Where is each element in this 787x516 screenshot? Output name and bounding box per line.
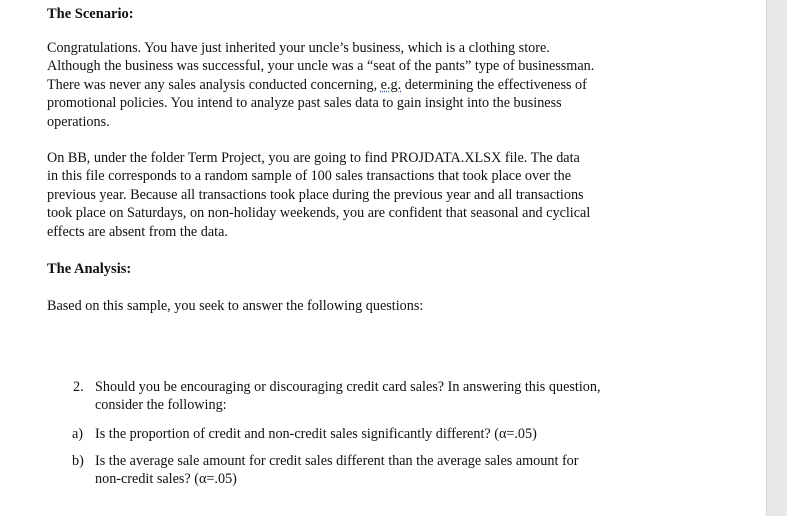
paragraph-line: in this file corresponds to a random sample of 100 sales transactions that took place over the [47, 168, 572, 185]
paragraph-line: Although the business was successful, your uncle was a “seat of the pants” type of businessman. [47, 58, 595, 75]
item-a [95, 425, 715, 443]
paragraph-line: took place on Saturdays, on non-holiday weekends, you are confident that seasonal and cyclical [47, 205, 591, 222]
item-line: Is the proportion of credit and non-credit sales significantly different? (α=.05) [95, 426, 537, 442]
analysis-heading: The Analysis: [47, 261, 132, 277]
question-number: 2. [73, 379, 84, 395]
window-gutter [766, 0, 787, 516]
paragraph-line: Congratulations. You have just inherited your uncle’s business, which is a clothing store. [47, 40, 550, 56]
paragraph-line: promotional policies. You intend to analyze past sales data to gain insight into the business [47, 95, 562, 112]
item-a-marker: a) [72, 426, 84, 442]
item-line: non-credit sales? (α=.05) [95, 471, 237, 488]
paragraph-text: determining the effectiveness of [401, 76, 587, 93]
item-line: Is the average sale amount for credit sales different than the average sales amount for [95, 453, 579, 469]
scenario-heading: The Scenario: [47, 6, 134, 22]
scenario-paragraph [47, 39, 687, 131]
eg-abbreviation: e.g. [380, 76, 402, 93]
item-b [95, 452, 715, 489]
paragraph-line: On BB, under the folder Term Project, you are going to find PROJDATA.XLSX file. The data [47, 150, 580, 166]
question-line: consider the following: [95, 397, 227, 414]
item-b-marker: b) [72, 453, 84, 469]
questions-intro: Based on this sample, you seek to answer the following questions: [47, 298, 424, 314]
data-description-paragraph [47, 149, 687, 241]
paragraph-line [47, 76, 687, 94]
paragraph-line: operations. [47, 113, 110, 130]
question-2 [95, 378, 715, 415]
paragraph-line: effects are absent from the data. [47, 223, 228, 240]
paragraph-text: There was never any sales analysis conducted concerning, [47, 76, 381, 93]
question-line: Should you be encouraging or discouraging credit card sales? In answering this question, [95, 379, 601, 395]
paragraph-line: previous year. Because all transactions took place during the previous year and all transactions [47, 186, 584, 203]
